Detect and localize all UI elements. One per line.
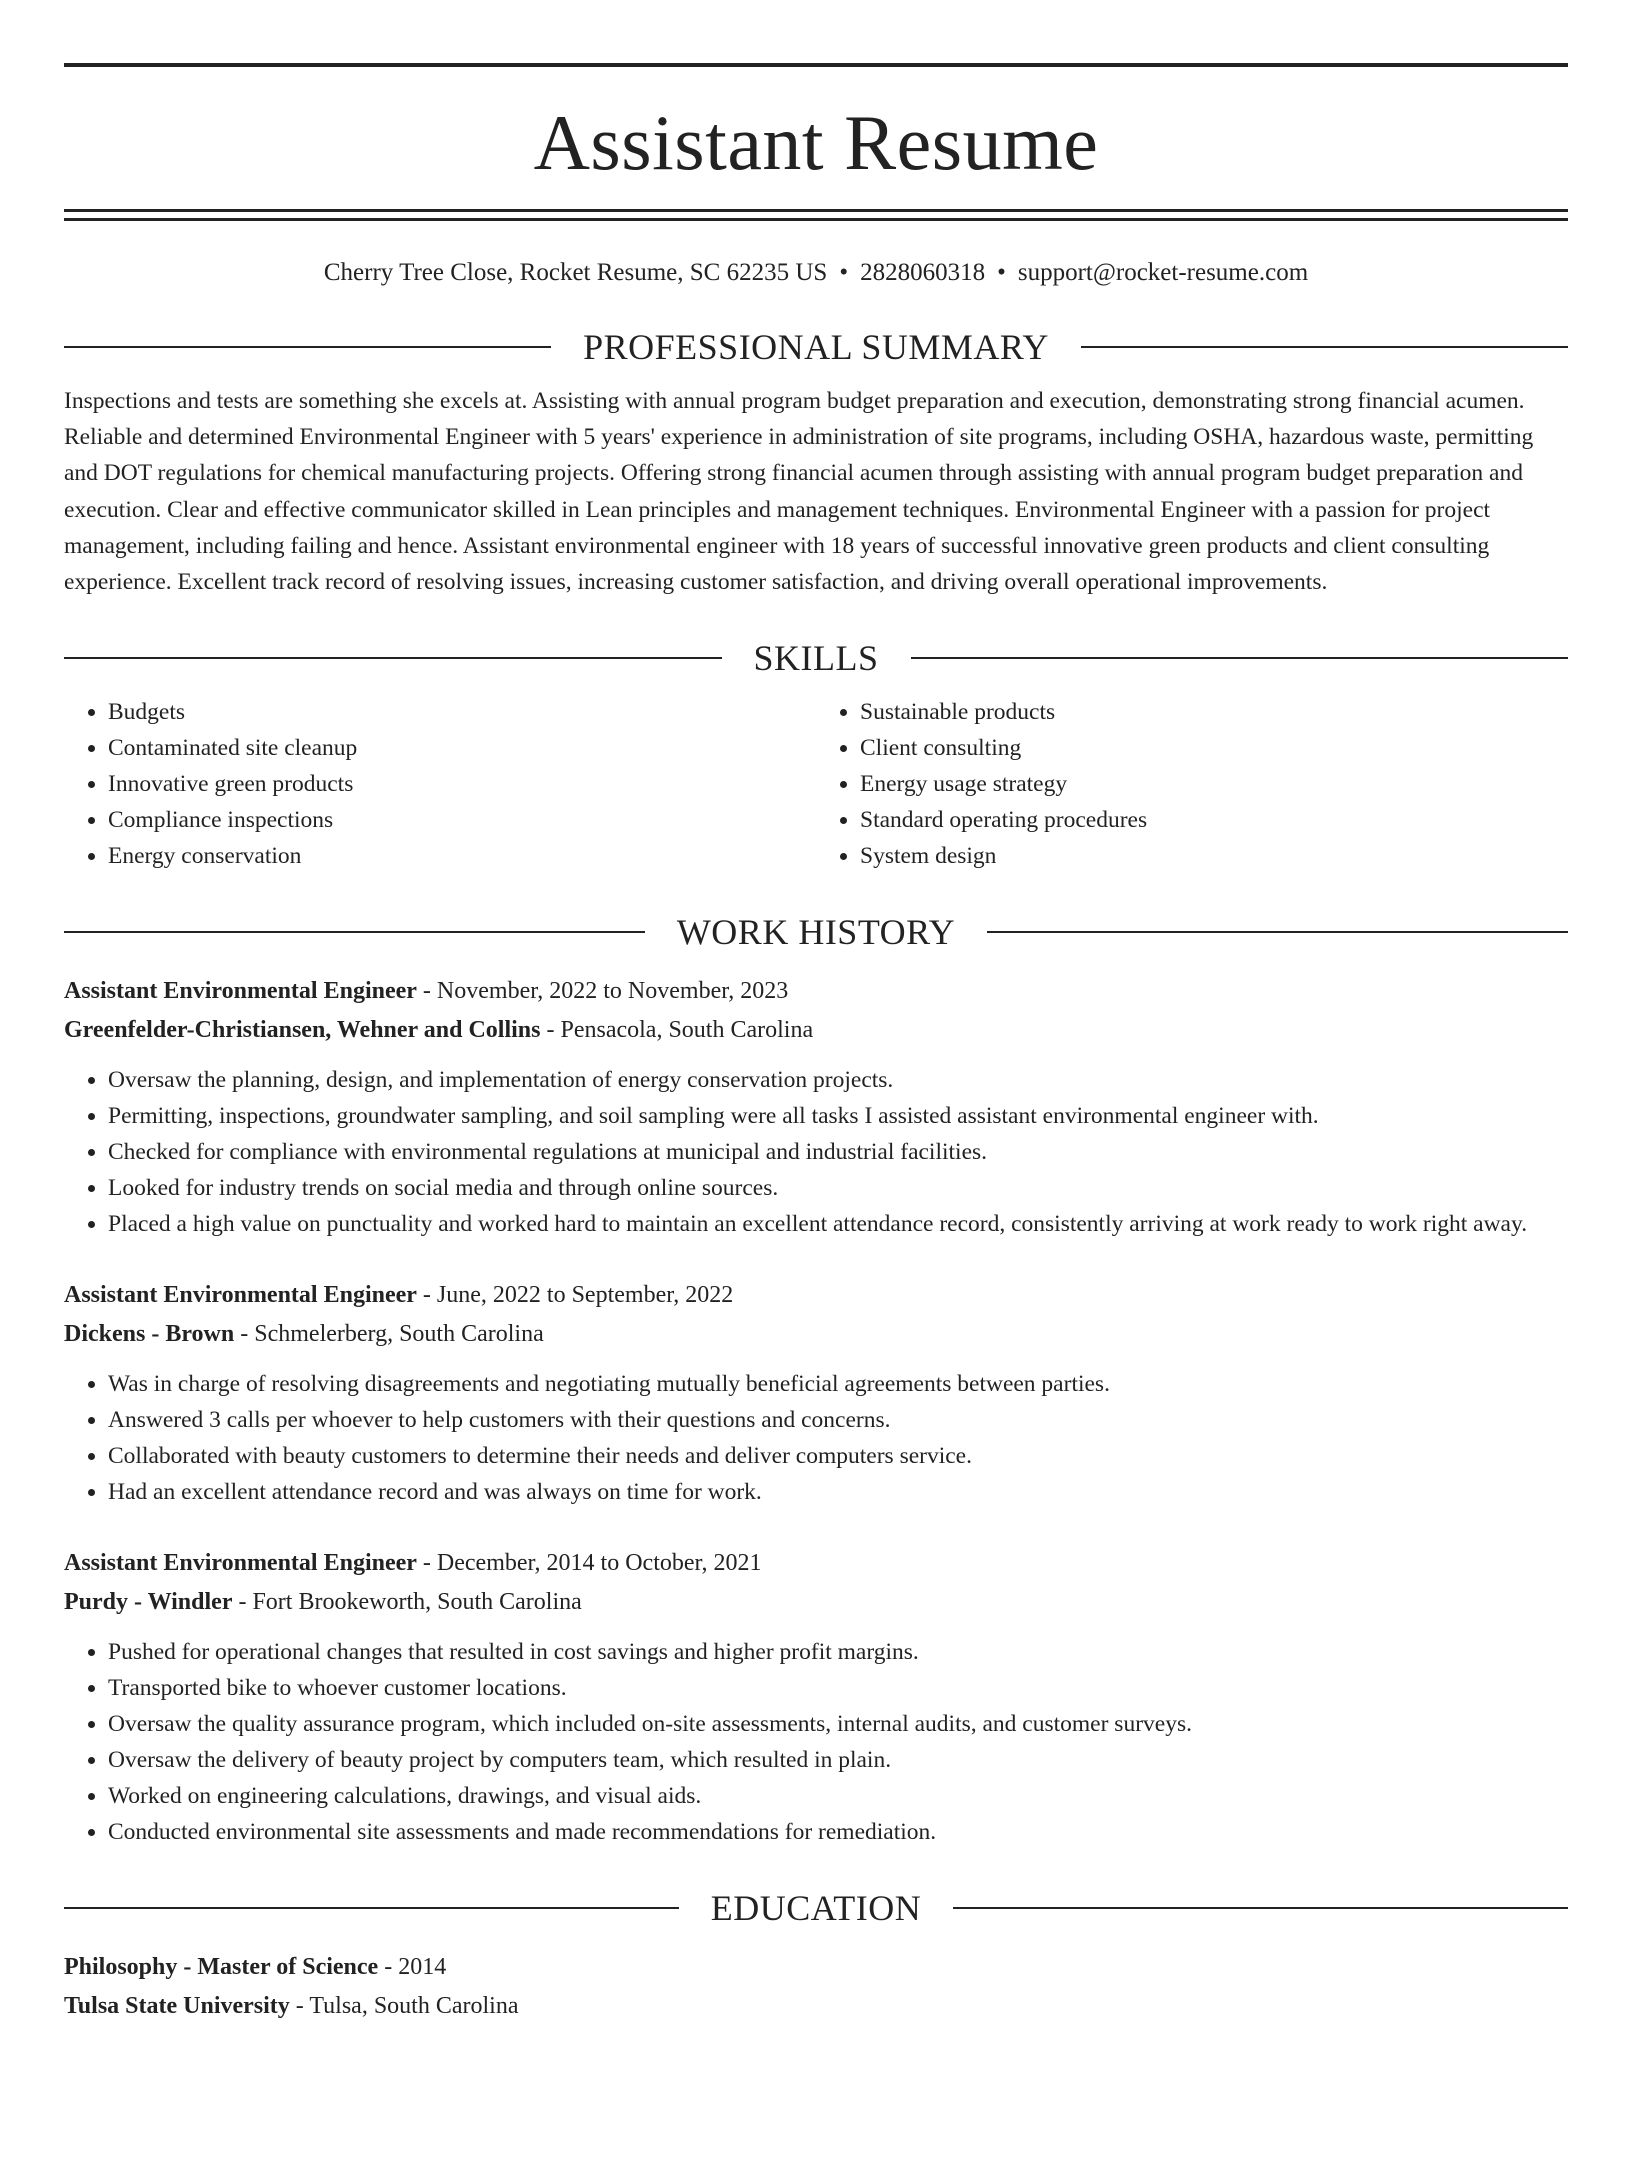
job-bullet: • Checked for compliance with environmental regulations at municipal and industrial facilities. xyxy=(108,1134,1568,1170)
contact-line xyxy=(64,257,1568,289)
job-bullet: • Worked on engineering calculations, drawings, and visual aids. xyxy=(108,1778,1568,1814)
job-company: Dickens - Brown xyxy=(64,1321,235,1348)
section-heading-summary xyxy=(64,325,1568,369)
job-bullet: • Oversaw the planning, design, and implementation of energy conservation projects. xyxy=(108,1062,1568,1098)
contact-address: Cherry Tree Close, Rocket Resume, SC 62235 US xyxy=(323,259,828,286)
summary-text: Inspections and tests are something she excels at. Assisting with annual program budget preparation and execution, demonstrating strong financial acumen. Reliable and determined Environmental Engineer with 5 years' experience in administration of site programs, including OSHA, hazardous waste, permitting and DOT regulations for chemical manufacturing projects. Offering strong financial acumen through assisting with annual program budget preparation and execution. Clear and effective communicator skilled in Lean principles and management techniques. Environmental Engineer with a passion for project management, including failing and hence. Assistant environmental engineer with 18 years of successful innovative green products and client consulting experience. Excellent track record of resolving issues, increasing customer satisfaction, and driving overall operational improvements. xyxy=(64,388,1534,596)
job-title: Assistant Environmental Engineer xyxy=(64,1282,417,1309)
skill-item: • Energy usage strategy xyxy=(860,766,1568,802)
job-dates: - December, 2014 to October, 2021 xyxy=(416,1550,762,1577)
skill-item: • System design xyxy=(860,838,1568,874)
education-location: - Tulsa, South Carolina xyxy=(289,1993,519,2020)
job-entry xyxy=(64,972,1568,1242)
job-company-line xyxy=(64,1583,1568,1622)
education-school: Tulsa State University xyxy=(64,1993,290,2020)
section-heading-skills xyxy=(64,636,1568,680)
job-bullet: • Conducted environmental site assessments and made recommendations for remediation. xyxy=(108,1814,1568,1850)
skill-item: • Sustainable products xyxy=(860,694,1568,730)
skills-column-left xyxy=(64,694,816,874)
job-company: Purdy - Windler xyxy=(64,1589,233,1616)
education-degree-line xyxy=(64,1948,1568,1987)
job-title-line xyxy=(64,1276,1568,1315)
job-title: Assistant Environmental Engineer xyxy=(64,978,417,1005)
skill-item: • Budgets xyxy=(108,694,816,730)
education-year: - 2014 xyxy=(378,1954,447,1981)
skill-item: • Compliance inspections xyxy=(108,802,816,838)
job-bullet: • Permitting, inspections, groundwater sampling, and soil sampling were all tasks I assisted assistant environmental engineer with. xyxy=(108,1098,1568,1134)
job-company-line xyxy=(64,1011,1568,1050)
contact-separator: • xyxy=(839,259,849,286)
job-company-line xyxy=(64,1315,1568,1354)
job-bullets xyxy=(64,1634,1568,1850)
job-bullet: • Oversaw the delivery of beauty project by computers team, which resulted in plain. xyxy=(108,1742,1568,1778)
job-title-line xyxy=(64,972,1568,1011)
education-school-line xyxy=(64,1987,1568,2026)
job-title-line xyxy=(64,1544,1568,1583)
job-bullet: • Was in charge of resolving disagreements and negotiating mutually beneficial agreements between parties. xyxy=(108,1366,1568,1402)
job-dates: - June, 2022 to September, 2022 xyxy=(416,1282,734,1309)
section-title: SKILLS xyxy=(753,638,879,679)
job-bullet: • Had an excellent attendance record and was always on time for work. xyxy=(108,1474,1568,1510)
job-entry xyxy=(64,1276,1568,1510)
education-entry xyxy=(64,1948,1568,2026)
title-double-rule xyxy=(64,209,1568,221)
resume-title: Assistant Resume xyxy=(533,99,1099,186)
contact-phone: 2828060318 xyxy=(860,259,986,286)
section-heading-work xyxy=(64,910,1568,954)
skill-item: • Innovative green products xyxy=(108,766,816,802)
job-location: - Schmelerberg, South Carolina xyxy=(234,1321,544,1348)
skill-item: • Contaminated site cleanup xyxy=(108,730,816,766)
job-bullets xyxy=(64,1366,1568,1510)
job-bullets xyxy=(64,1062,1568,1242)
section-title: PROFESSIONAL SUMMARY xyxy=(583,327,1049,367)
job-entry xyxy=(64,1544,1568,1850)
resume-page xyxy=(0,63,1632,2175)
skill-item: • Standard operating procedures xyxy=(860,802,1568,838)
contact-email: support@rocket-resume.com xyxy=(1017,259,1309,286)
skill-item: • Energy conservation xyxy=(108,838,816,874)
job-title: Assistant Environmental Engineer xyxy=(64,1550,417,1577)
top-rule xyxy=(64,63,1568,67)
job-dates: - November, 2022 to November, 2023 xyxy=(416,978,789,1005)
section-heading-education xyxy=(64,1886,1568,1930)
job-location: - Fort Brookeworth, South Carolina xyxy=(232,1589,582,1616)
job-bullet: • Answered 3 calls per whoever to help customers with their questions and concerns. xyxy=(108,1402,1568,1438)
job-bullet: • Oversaw the quality assurance program, which included on-site assessments, internal audits, and customer surveys. xyxy=(108,1706,1568,1742)
job-bullet: • Looked for industry trends on social media and through online sources. xyxy=(108,1170,1568,1206)
job-location: - Pensacola, South Carolina xyxy=(540,1017,814,1044)
job-company: Greenfelder-Christiansen, Wehner and Collins xyxy=(64,1017,541,1044)
skill-item: • Client consulting xyxy=(860,730,1568,766)
job-bullet: • Transported bike to whoever customer locations. xyxy=(108,1670,1568,1706)
section-title: WORK HISTORY xyxy=(676,912,956,953)
skills-list xyxy=(64,694,1568,874)
section-title: EDUCATION xyxy=(710,1888,922,1929)
contact-separator: • xyxy=(997,259,1006,286)
job-bullet: • Pushed for operational changes that resulted in cost savings and higher profit margins. xyxy=(108,1634,1568,1670)
job-bullet: • Placed a high value on punctuality and worked hard to maintain an excellent attendance record, consistently arriving at work ready to work right away. xyxy=(108,1206,1568,1242)
job-bullet: • Collaborated with beauty customers to determine their needs and deliver computers service. xyxy=(108,1438,1568,1474)
education-degree: Philosophy - Master of Science xyxy=(64,1954,379,1981)
skills-column-right xyxy=(816,694,1568,874)
